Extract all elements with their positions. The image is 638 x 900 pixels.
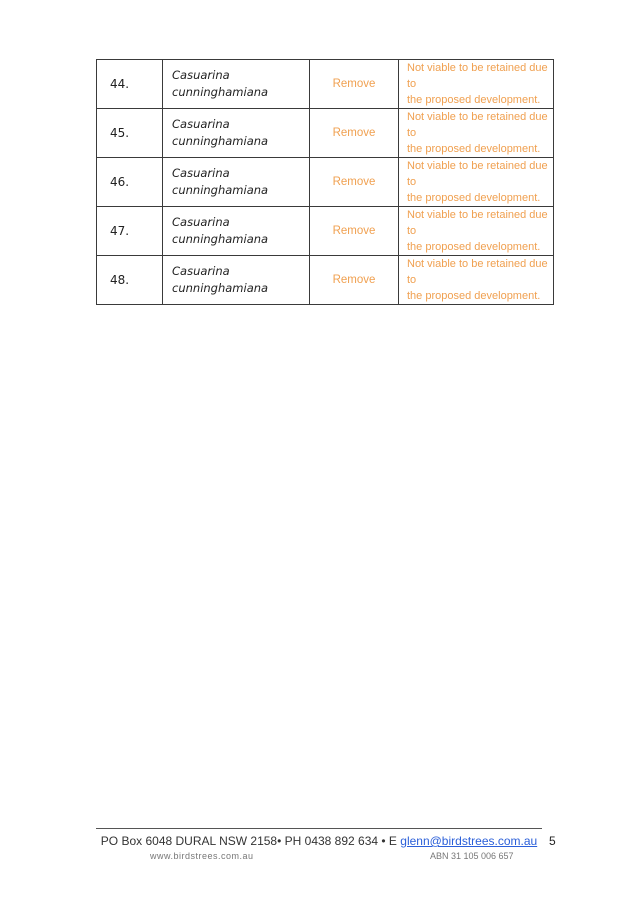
species-epithet: cunninghamiana [172, 85, 269, 99]
species-name [163, 207, 310, 256]
comment-line: Not viable to be retained due to [407, 258, 548, 286]
comment-line: Not viable to be retained due to [407, 111, 548, 139]
recommended-action: Remove [310, 256, 399, 305]
species-name [163, 109, 310, 158]
table-row [97, 60, 554, 109]
species-epithet: cunninghamiana [172, 134, 269, 148]
footer-website: www.birdstrees.com.au [150, 851, 254, 861]
comment-line: the proposed development. [407, 94, 541, 106]
species-genus: Casuarina [172, 117, 230, 131]
species-genus: Casuarina [172, 68, 230, 82]
comment [399, 158, 554, 207]
comment-line: the proposed development. [407, 241, 541, 253]
species-genus: Casuarina [172, 215, 230, 229]
comment-line: the proposed development. [407, 143, 541, 155]
table-row [97, 109, 554, 158]
recommended-action: Remove [310, 60, 399, 109]
footer-abn: ABN 31 105 006 657 [430, 851, 514, 861]
comment-line: Not viable to be retained due to [407, 160, 548, 188]
tree-assessment-table [96, 59, 554, 305]
page-number: 5 [549, 834, 556, 848]
table-row [97, 256, 554, 305]
tree-number: 45. [97, 109, 163, 158]
table-row [97, 207, 554, 256]
species-epithet: cunninghamiana [172, 281, 269, 295]
comment-line: Not viable to be retained due to [407, 62, 548, 90]
tree-number: 48. [97, 256, 163, 305]
recommended-action: Remove [310, 109, 399, 158]
species-name [163, 60, 310, 109]
species-genus: Casuarina [172, 166, 230, 180]
species-name [163, 158, 310, 207]
comment [399, 60, 554, 109]
species-epithet: cunninghamiana [172, 183, 269, 197]
species-epithet: cunninghamiana [172, 232, 269, 246]
email-link[interactable]: glenn@birdstrees.com.au [400, 834, 538, 848]
recommended-action: Remove [310, 207, 399, 256]
comment [399, 256, 554, 305]
tree-number: 44. [97, 60, 163, 109]
species-genus: Casuarina [172, 264, 230, 278]
comment [399, 109, 554, 158]
footer-address: PO Box 6048 DURAL NSW 2158• PH 0438 892 634 • E [100, 834, 401, 848]
comment-line: Not viable to be retained due to [407, 209, 548, 237]
footer-contact [96, 834, 542, 848]
recommended-action: Remove [310, 158, 399, 207]
comment [399, 207, 554, 256]
tree-number: 47. [97, 207, 163, 256]
comment-line: the proposed development. [407, 192, 541, 204]
tree-number: 46. [97, 158, 163, 207]
table-row [97, 158, 554, 207]
species-name [163, 256, 310, 305]
comment-line: the proposed development. [407, 290, 541, 302]
footer-divider [96, 828, 542, 829]
